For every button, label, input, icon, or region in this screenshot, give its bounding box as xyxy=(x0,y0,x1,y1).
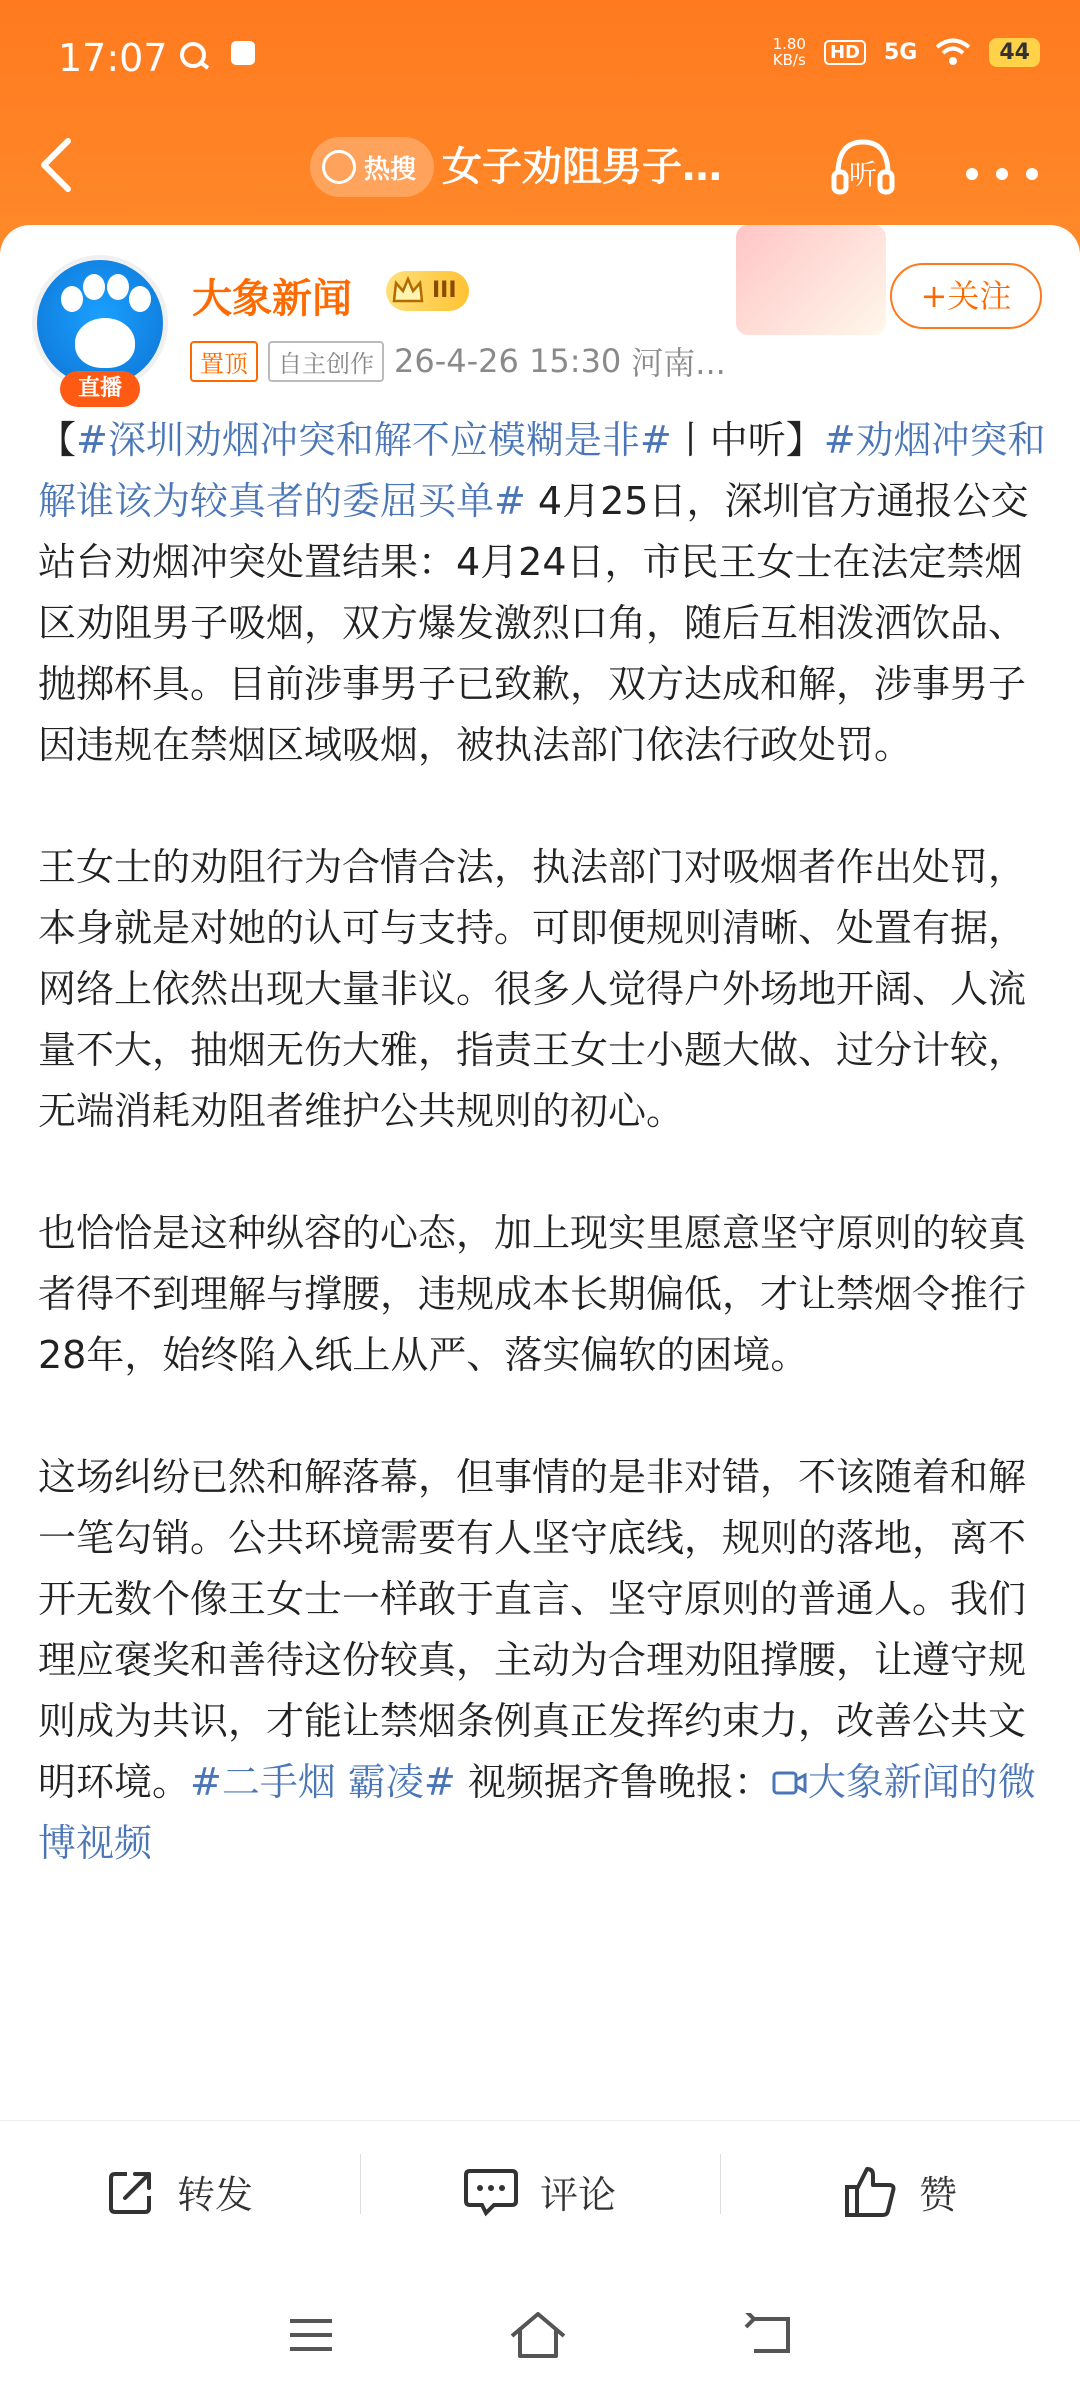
battery-icon: 44 xyxy=(989,38,1040,67)
back-arrow-icon xyxy=(36,135,76,195)
app-notification-icon xyxy=(178,38,212,72)
more-options-button[interactable] xyxy=(962,139,1042,195)
wifi-icon xyxy=(935,38,971,66)
more-dots-icon xyxy=(962,164,1042,184)
net-speed xyxy=(773,36,806,68)
pinned-tag: 置顶 xyxy=(190,341,258,382)
video-icon xyxy=(772,1769,808,1797)
paragraph-2: 王女士的劝阻行为合情合法，执法部门对吸烟者作出处罚，本身就是对她的认可与支持。可即便规则清晰、处置有据，网络上依然出现大量非议。很多人觉得户外场地开阔、人流量不大，抽烟无伤大雅，指责王女士小题大做、过分计较，无端消耗劝阻者维护公共规则的初心。 xyxy=(38,845,1027,1133)
post-meta xyxy=(190,338,726,384)
listen-button[interactable] xyxy=(826,130,900,204)
decoration-banner xyxy=(736,225,886,335)
paragraph-4 xyxy=(38,1447,1048,1874)
status-left-icons xyxy=(178,38,258,72)
hot-search-badge[interactable] xyxy=(310,137,434,197)
hd-icon: HD xyxy=(824,40,866,65)
like-button[interactable] xyxy=(720,2164,1080,2219)
source-label: 丨中听】 xyxy=(671,418,824,462)
home-icon[interactable] xyxy=(508,2310,568,2360)
action-bar xyxy=(0,2120,1080,2262)
nav-bar xyxy=(0,115,1080,225)
status-bar xyxy=(0,0,1080,115)
paragraph-text: 这场纠纷已然和解落幕，但事情的是非对错，不该随着和解一笔勾销。公共环境需要有人坚守底线，规则的落地，离不开无数个像王女士一样敢于直言、坚守原则的普通人。我们理应褒奖和善待这份较真，主动为合理劝阻撑腰，让遵守规则成为共识，才能让禁烟条例真正发挥约束力，改善公共文明环境。 xyxy=(38,1455,1027,1804)
repost-label: 转发 xyxy=(176,2173,253,2217)
post-location: 河南... xyxy=(631,344,726,382)
live-tag: 直播 xyxy=(60,371,140,407)
paragraph-tail: 视频据齐鲁晚报： xyxy=(455,1760,772,1804)
topic-link[interactable]: #深圳劝烟冲突和解不应模糊是非# xyxy=(76,418,672,462)
topic-link[interactable]: #劝烟冲突和解谁该为较真者的委屈买单# xyxy=(38,418,1046,523)
like-label: 赞 xyxy=(918,2173,957,2217)
listen-label: 听 xyxy=(848,158,878,191)
post-content xyxy=(38,410,1048,1874)
back-button[interactable] xyxy=(36,135,96,205)
hot-search-label: 热搜 xyxy=(364,154,417,185)
repost-button[interactable] xyxy=(0,2164,360,2219)
crown-icon xyxy=(390,273,426,309)
original-tag: 自主创作 xyxy=(268,341,384,382)
paragraph-1 xyxy=(38,410,1048,776)
net-speed-value: 1.80 xyxy=(772,35,806,53)
post-card xyxy=(0,225,1080,2120)
follow-button[interactable]: +关注 xyxy=(890,263,1042,329)
author-avatar[interactable] xyxy=(32,255,168,401)
paragraph-text: 4月25日，深圳官方通报公交站台劝烟冲突处置结果：4月24日，市民王女士在法定禁烟区劝阻男子吸烟，双方爆发激烈口角，随后互相泼洒饮品、抛掷杯具。目前涉事男子已致歉，双方达成和解，涉事男子因违规在禁烟区域吸烟，被执法部门依法行政处罚。 xyxy=(38,479,1029,767)
net-speed-unit: KB/s xyxy=(772,51,806,69)
topic-link[interactable]: #二手烟 霸凌# xyxy=(190,1760,456,1804)
author-name[interactable]: 大象新闻 xyxy=(192,276,352,322)
system-navigation-bar xyxy=(0,2270,1080,2400)
paragraph-3: 也恰恰是这种纵容的心态，加上现实里愿意坚守原则的较真者得不到理解与撑腰，违规成本长期偏低，才让禁烟令推行28年，始终陷入纸上从严、落实偏软的困境。 xyxy=(38,1211,1027,1377)
signal-icon: 5G xyxy=(884,39,918,65)
hot-search-icon xyxy=(322,150,356,184)
share-icon xyxy=(107,2168,155,2216)
comment-icon xyxy=(464,2167,518,2217)
menu-icon[interactable] xyxy=(286,2315,336,2355)
status-right-icons xyxy=(773,36,1040,68)
post-date: 26-4-26 15:30 xyxy=(394,342,622,380)
video-link-text: 大象新闻的微博视频 xyxy=(38,1760,1036,1865)
comment-button[interactable] xyxy=(360,2164,720,2219)
thumbs-up-icon xyxy=(843,2165,897,2219)
vip-level: III xyxy=(432,278,457,303)
headphones-icon xyxy=(826,130,900,204)
bracket-open: 【 xyxy=(38,418,77,462)
back-nav-icon[interactable] xyxy=(740,2313,794,2357)
comment-label: 评论 xyxy=(539,2173,616,2217)
page-title: 女子劝阻男子… xyxy=(442,144,722,190)
status-time: 17:07 xyxy=(58,36,168,80)
vip-badge[interactable] xyxy=(386,271,469,311)
message-notification-icon xyxy=(228,38,258,68)
